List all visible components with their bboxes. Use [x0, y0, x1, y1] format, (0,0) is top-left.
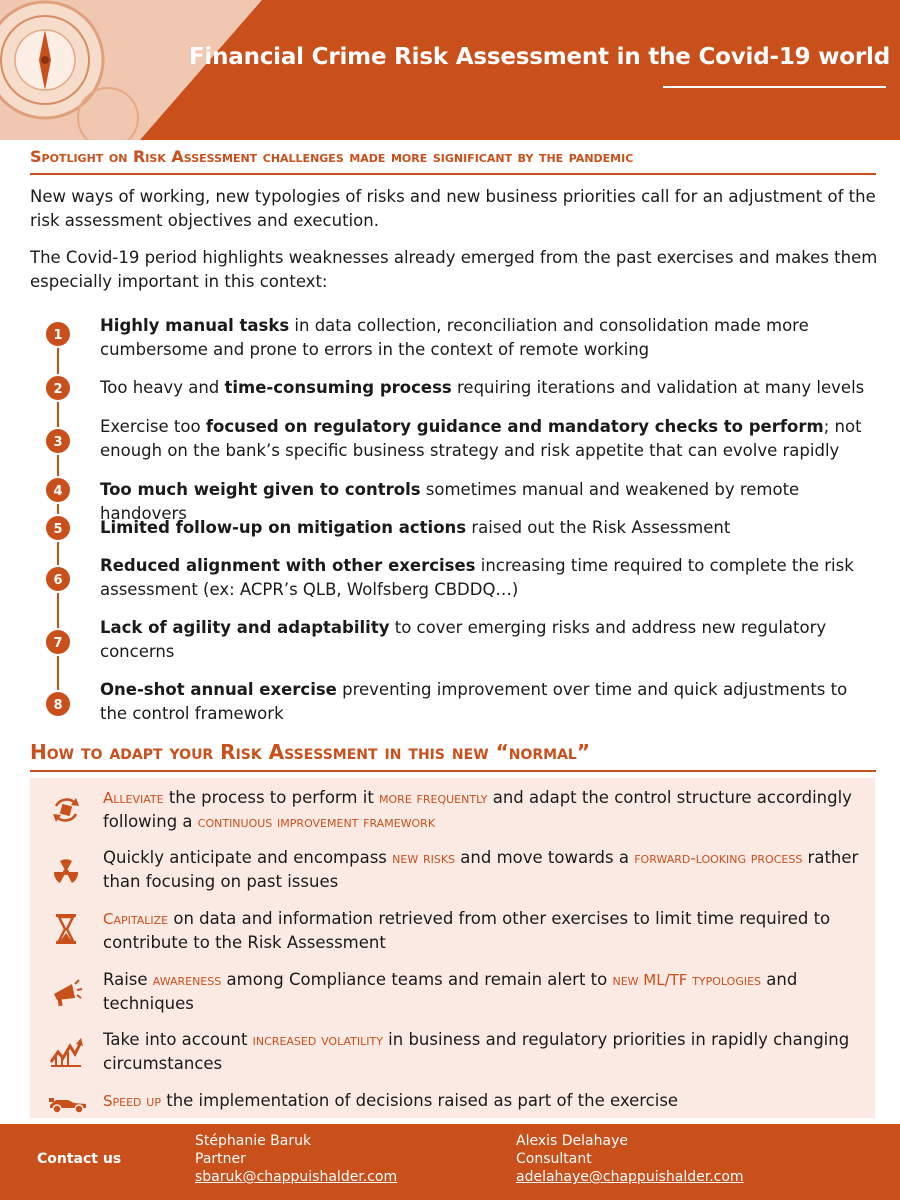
contact-label: Contact us [37, 1151, 122, 1167]
adapt-text-part: the implementation of decisions raised as part of the exercise [160, 1091, 679, 1110]
contact-role: Partner [195, 1151, 246, 1167]
adapt-text-part: Quickly anticipate and encompass [103, 848, 393, 867]
number-badge: 8 [44, 690, 72, 718]
header-banner [0, 0, 900, 140]
highlight-term: Speed up [103, 1092, 161, 1110]
challenge-text [100, 516, 875, 540]
intro-paragraph: New ways of working, new typologies of risks and new business priorities call for an adjustment of the risk assessment objectives and execution. [30, 187, 876, 230]
challenge-highlight: One-shot annual exercise [100, 680, 337, 699]
challenge-text-part: to cover emerging risks and address new regulatory concerns [100, 618, 827, 661]
challenge-highlight: Too much weight given to controls [100, 480, 421, 499]
adapt-text-part: the process to perform it [163, 788, 380, 807]
contact-card [195, 1132, 397, 1186]
challenge-text-part: requiring iterations and validation at many levels [451, 378, 865, 397]
number-badge: 2 [44, 374, 72, 402]
adapt-text-part: and move towards a [455, 848, 635, 867]
challenge-highlight: Limited follow-up on mitigation actions [100, 518, 467, 537]
adapt-rule [30, 770, 876, 772]
challenge-highlight: Highly manual tasks [100, 316, 290, 335]
contact-name: Stéphanie Baruk [195, 1133, 312, 1149]
highlight-term: awareness [152, 971, 222, 989]
challenge-text [100, 415, 875, 463]
context-paragraph: The Covid-19 period highlights weaknesses already emerged from the past exercises and makes them especially important in this context: [30, 248, 878, 291]
highlight-term: new risks [392, 849, 456, 867]
highlight-term: Alleviate [103, 789, 164, 807]
challenge-text [100, 314, 875, 362]
adapt-text-part: Raise [103, 970, 153, 989]
radiation-icon [48, 852, 84, 888]
challenge-text-part: raised out the Risk Assessment [466, 518, 731, 537]
contact-name: Alexis Delahaye [516, 1133, 628, 1149]
megaphone-icon [48, 974, 84, 1010]
adapt-text-part: and techniques [103, 970, 798, 1013]
challenge-text-part: in data collection, reconciliation and consolidation made more cumbersome and prone to errors in the context of remote working [100, 316, 809, 359]
spotlight-rule [30, 173, 876, 175]
header-background [0, 0, 900, 140]
challenge-text-part: Too heavy and [100, 378, 225, 397]
highlight-term: Capitalize [103, 910, 169, 928]
challenge-text-part: ; not enough on the bank’s specific business strategy and risk appetite that can evolve rapidly [100, 417, 862, 460]
title-underline [663, 86, 886, 88]
highlight-term: forward-looking process [634, 849, 803, 867]
contact-role: Consultant [516, 1151, 592, 1167]
adapt-text-part: rather than focusing on past issues [103, 848, 859, 891]
challenge-highlight: Reduced alignment with other exercises [100, 556, 476, 575]
adapt-text-part: on data and information retrieved from other exercises to limit time required to contribute to the Risk Assessment [103, 909, 831, 952]
volatility-chart-icon [48, 1034, 84, 1070]
adapt-text [103, 1028, 868, 1075]
challenge-highlight: Lack of agility and adaptability [100, 618, 390, 637]
number-badge: 6 [44, 565, 72, 593]
challenge-highlight: time-consuming process [224, 378, 452, 397]
challenge-text-part: Exercise too [100, 417, 206, 436]
challenge-highlight: focused on regulatory guidance and mandatory checks to perform [205, 417, 824, 436]
adapt-text [103, 1089, 868, 1113]
number-badge: 4 [44, 476, 72, 504]
challenge-text-part: increasing time required to complete the risk assessment (ex: ACPR’s QLB, Wolfsberg CBDDQ…) [100, 556, 854, 599]
challenge-text-part: preventing improvement over time and quick adjustments to the control framework [100, 680, 848, 723]
adapt-text-part: Take into account [103, 1030, 253, 1049]
adapt-text [103, 907, 868, 954]
challenge-text [100, 376, 875, 400]
contact-card [516, 1132, 744, 1186]
race-car-icon [48, 1085, 84, 1121]
number-badge: 7 [44, 628, 72, 656]
challenge-text [100, 554, 875, 602]
page-title: Financial Crime Risk Assessment in the Covid-19 world [188, 44, 890, 70]
adapt-text [103, 846, 868, 893]
recycle-box-icon [48, 792, 84, 828]
challenge-text-part: sometimes manual and weakened by remote handovers [100, 480, 800, 523]
contact-email-link[interactable]: adelahaye@chappuishalder.com [516, 1169, 744, 1185]
adapt-heading: How to adapt your Risk Assessment in this new “normal” [30, 740, 590, 764]
number-badge: 1 [44, 320, 72, 348]
hourglass-icon [48, 911, 84, 947]
adapt-text-part: and adapt the control structure accordingly following a [103, 788, 852, 831]
highlight-term: new ML/TF typologies [612, 971, 762, 989]
highlight-term: continuous improvement framework [197, 813, 436, 831]
contact-email-link[interactable]: sbaruk@chappuishalder.com [195, 1169, 398, 1185]
number-badge: 5 [44, 514, 72, 542]
adapt-text [103, 968, 868, 1015]
spotlight-heading: Spotlight on Risk Assessment challenges made more significant by the pandemic [30, 147, 634, 166]
adapt-text-part: among Compliance teams and remain alert to [221, 970, 613, 989]
highlight-term: increased volatility [252, 1031, 383, 1049]
challenge-text [100, 678, 875, 726]
challenge-text [100, 616, 875, 664]
adapt-text-part: in business and regulatory priorities in rapidly changing circumstances [103, 1030, 850, 1073]
highlight-term: more frequently [379, 789, 488, 807]
adapt-text [103, 786, 868, 834]
number-badge: 3 [44, 427, 72, 455]
footer [0, 1124, 900, 1200]
